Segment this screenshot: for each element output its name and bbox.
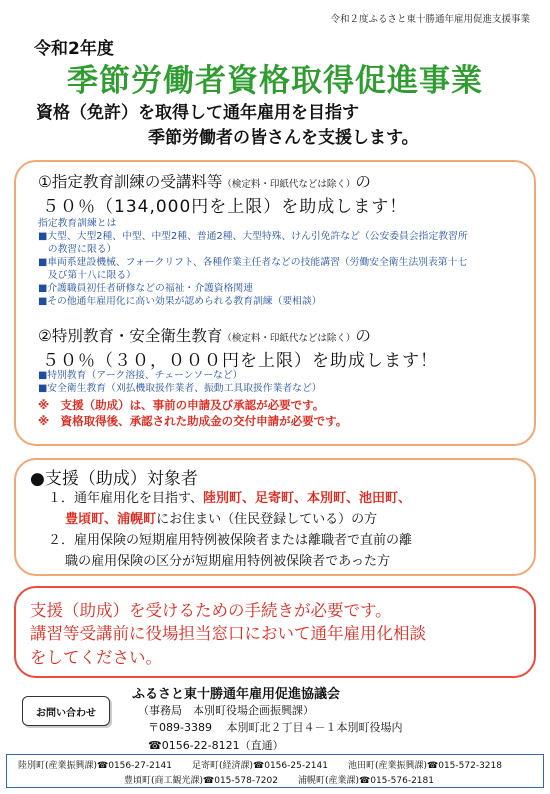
list-item: ■安全衛生教育（刈払機取扱作業者、振動工具取扱作業者など） — [38, 383, 322, 394]
council-name: ふるさと東十勝通年雇用促進協議会 — [132, 687, 341, 702]
eligible-towns: 陸別町、足寄町、本別町、池田町、 — [202, 491, 411, 506]
eligible-heading: ●支援（助成）対象者 — [30, 469, 198, 489]
section1-heading-note: （検定料・印紙代などは除く） — [222, 179, 356, 190]
phone-ashoro: 足寄町(経済課)☎0156-25-2141 — [192, 761, 328, 771]
list-item: ■大型、大型2種、中型、中型2種、普通2種、大型特殊、けん引免許など（公安委員会指定教習所 — [38, 231, 468, 242]
address: 〒089-3389 本別町北２丁目４－１本別町役場内 — [148, 721, 403, 734]
council-phone: ☎0156-22-8121（直通） — [148, 739, 284, 752]
list-item: ■その他通年雇用化に高い効果が認められる教育訓練（要相談） — [38, 296, 322, 307]
procedure-line2: 講習等受講前に役場担当窓口において通年雇用化相談 — [30, 624, 426, 643]
contact-label: お問い合わせ — [22, 696, 110, 726]
advance-approval-note: ※ 支援（助成）は、事前の申請及び承認が必要です。 — [38, 398, 325, 412]
list-item: ■車両系建設機械、フォークリフト、各種作業主任者などの技能講習（労働安全衛生法別表第十七 — [38, 257, 468, 268]
program-note: 令和２度ふるさと東十勝通年雇用促進支援事業 — [330, 14, 530, 25]
town-phone-row-2 — [124, 773, 434, 786]
list-item: ■介護職員初任者研修などの福祉・介護資格関連 — [38, 283, 253, 294]
eligible-item-1: １．通年雇用化を目指す、陸別町、足寄町、本別町、池田町、 豊頃町、浦幌町にお住まい（住民登録している）の方 — [48, 491, 411, 527]
section2-heading-note: （検定料・印紙代などは除く） — [222, 333, 356, 344]
phone-ikeda: 池田町(産業振興課)☎015-572-3218 — [348, 761, 502, 771]
section2-heading: ②特別教育・安全衛生教育（検定料・印紙代などは除く）の — [38, 327, 371, 345]
grant-application-note: ※ 資格取得後、承認された助成金の交付申請が必要です。 — [38, 414, 348, 428]
list-item: ■特別教育（アーク溶接、チェーンソーなど） — [38, 370, 243, 381]
section1-amount: ５０％（134,000円を上限）を助成します！ — [42, 197, 408, 217]
phone-toyokoro: 豊頃町(商工観光課)☎015-578-7202 — [124, 776, 278, 786]
section1-heading: ①指定教育訓練の受講料等（検定料・印紙代などは除く）の — [38, 173, 371, 191]
secretariat: （事務局 本別町役場企画振興課） — [138, 704, 314, 717]
page-title: 季節労働者資格取得促進事業 — [67, 63, 483, 99]
procedure-line1: 支援（助成）を受けるための手続きが必要です。 — [30, 601, 392, 620]
fiscal-year: 令和2年度 — [34, 39, 114, 59]
section1-list — [38, 217, 468, 308]
list-item: 指定教育訓練とは — [38, 218, 117, 229]
phone-urahoro: 浦幌町(産業課)☎015-576-2181 — [298, 776, 434, 786]
section2-amount: ５０％（３０，０００円を上限）を助成します！ — [42, 351, 438, 371]
phone-rikubetsu: 陸別町(産業振興課)☎0156-27-2141 — [18, 761, 172, 771]
list-item: の教習に限る） — [38, 244, 117, 255]
subtitle-line2: 季節労働者の皆さんを支援します。 — [148, 128, 419, 148]
list-item: 及び第十八に限る） — [38, 270, 136, 281]
procedure-line3: をしてください。 — [30, 648, 162, 667]
eligible-item-2: ２．雇用保険の短期雇用特例被保険者または離職者で直前の離 職の雇用保険の区分が短期雇用特例被保険者であった方 — [48, 533, 413, 569]
town-phone-row-1 — [18, 758, 502, 771]
eligible-towns: 豊頃町、浦幌町 — [65, 512, 157, 527]
section2-list — [38, 369, 322, 395]
subtitle-line1: 資格（免許）を取得して通年雇用を目指す — [36, 103, 359, 123]
